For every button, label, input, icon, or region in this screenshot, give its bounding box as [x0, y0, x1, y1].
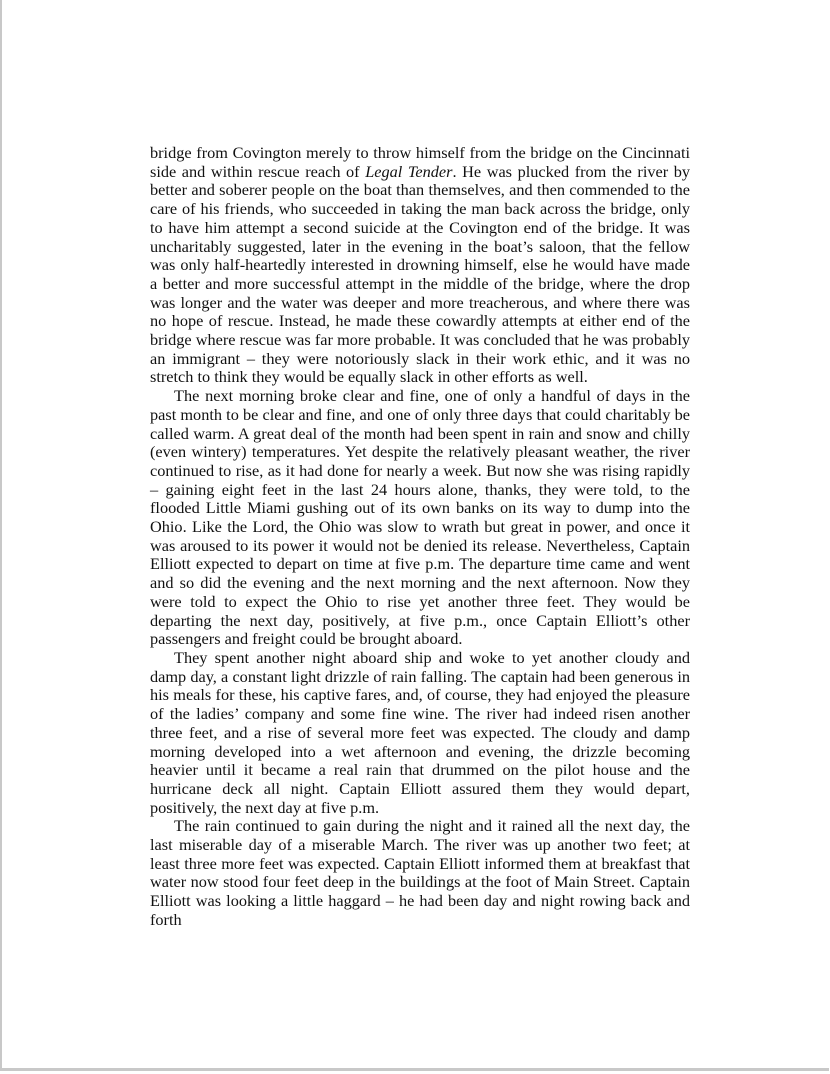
body-text: [150, 144, 690, 930]
paragraph-1: [150, 144, 690, 387]
paragraph-3: They spent another night aboard ship and woke to yet another cloudy and damp day, a constant light drizzle of rain falling. The captain had been generous in his meals for these, his captive fares, and, of course, they had enjoyed the pleasure of the ladies’ company and some fine wine. The river had indeed risen another three feet, and a rise of several more feet was expected. The cloudy and damp morning developed into a wet afternoon and evening, the drizzle becoming heavier until it became a real rain that drummed on the pilot house and the hurricane deck all night. Captain Elliott assured them they would depart, positively, the next day at five p.m.: [150, 647, 690, 817]
paragraph-1-text-b: . He was plucked from the river by better and soberer people on the boat than themselves, and then commended to the care of his friends, who succeeded in taking the man back across the bridge, only to have him attempt a second suicide at the Covington end of the bridge. It was uncharitably suggested, later in the evening in the boat’s saloon, that the fellow was only half-heartedly interested in drowning himself, else he would have made a better and more successful attempt in the middle of the bridge, where the drop was longer and the water was deeper and more treacherous, and where there was no hope of rescue. Instead, he made these cowardly attempts at either end of the bridge where rescue was far more probable. It was concluded that he was probably an immigrant – they were notoriously slack in their work ethic, and it was no stretch to think they would be equally slack in other efforts as well.: [150, 161, 690, 387]
ship-name-legal-tender: Legal Tender: [365, 161, 453, 181]
paragraph-4: The rain continued to gain during the night and it rained all the next day, the last miserable day of a miserable March. The river was up another two feet; at least three more feet was expected. Captain Elliott informed them at breakfast that water now stood four feet deep in the buildings at the foot of Main Street. Captain Elliott was looking a little haggard – he had been day and night rowing back and forth: [150, 816, 690, 929]
paragraph-2: The next morning broke clear and fine, one of only a handful of days in the past month to be clear and fine, and one of only three days that could charitably be called warm. A great deal of the month had been spent in rain and snow and chilly (even wintery) temperatures. Yet despite the relatively pleasant weather, the river continued to rise, as it had done for nearly a week. But now she was rising rapidly – gaining eight feet in the last 24 hours alone, thanks, they were told, to the flooded Little Miami gushing out of its own banks on its way to dump into the Ohio. Like the Lord, the Ohio was slow to wrath but great in power, and once it was aroused to its power it would not be denied its release. Nevertheless, Captain Elliott expected to depart on time at five p.m. The departure time came and went and so did the evening and the next morning and the next afternoon. Now they were told to expect the Ohio to rise yet another three feet. They would be departing the next day, positively, at five p.m., once Captain Elliott’s other passengers and freight could be brought aboard.: [150, 386, 690, 649]
paragraph-1-text-a: bridge from Covington merely to throw himself from the bridge on the Cincinnati side and within rescue reach of: [150, 143, 690, 181]
